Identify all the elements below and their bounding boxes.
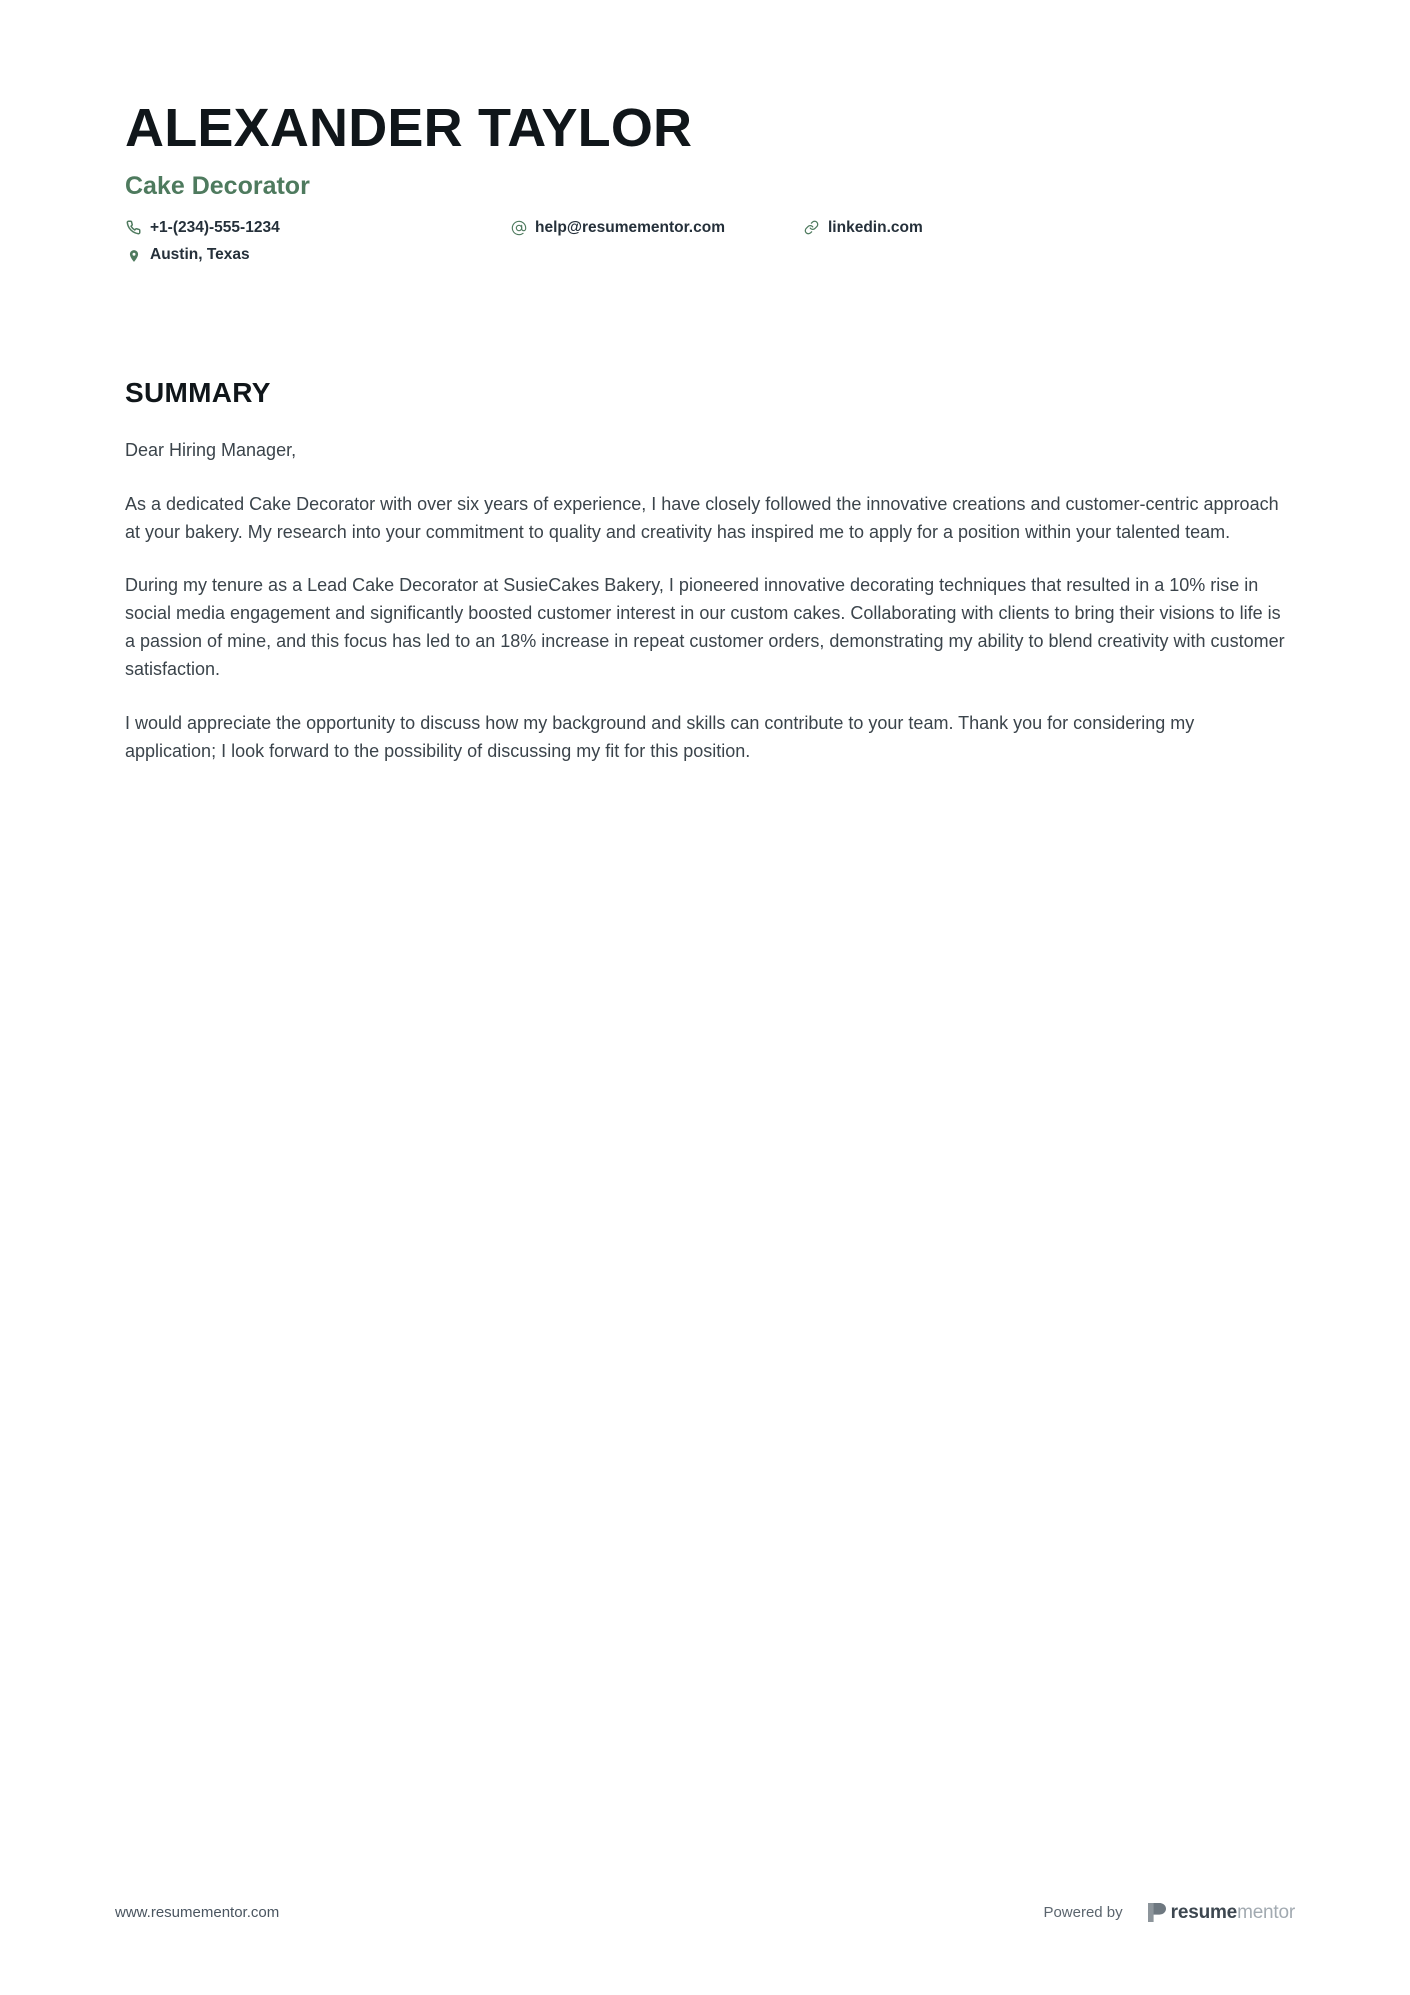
- letter-paragraph: During my tenure as a Lead Cake Decorator at SusieCakes Bakery, I pioneered innovative decorating techniques that resulted in a 10% rise in social media engagement and significantly boosted customer interest in our custom cakes. Collaborating with clients to bring their visions to life is a passion of mine, and this focus has led to an 18% increase in repeat customer orders, demonstrating my ability to blend creativity with customer satisfaction.: [125, 575, 1285, 680]
- letter-paragraph: As a dedicated Cake Decorator with over six years of experience, I have closely followed the innovative creations and customer-centric approach at your bakery. My research into your commitment to quality and creativity has inspired me to apply for a position within your talented team.: [125, 493, 1279, 542]
- email-at-icon: [510, 219, 527, 236]
- contact-email[interactable]: [510, 219, 803, 238]
- contact-email-label: help@resumementor.com: [535, 218, 725, 236]
- contact-location-label: Austin, Texas: [150, 246, 250, 264]
- candidate-name: ALEXANDER TAYLOR: [125, 98, 693, 158]
- location-pin-icon: [125, 247, 142, 264]
- phone-icon: [125, 219, 142, 236]
- brand-name-bold: resume: [1170, 1902, 1238, 1923]
- letter-paragraph: I would appreciate the opportunity to discuss how my background and skills can contribute to your team. Thank you for considering my application; I look forward to the possibility of discussing my fit for this position.: [125, 713, 1195, 761]
- contact-location: [125, 246, 510, 265]
- contact-phone-label: +1-(234)-555-1234: [150, 218, 280, 236]
- footer-website-url[interactable]: www.resumementor.com: [115, 1903, 280, 1921]
- summary-section: [125, 378, 1285, 766]
- contact-phone[interactable]: [125, 219, 510, 238]
- resumementor-mark-icon: [1147, 1902, 1166, 1923]
- brand-name-light: mentor: [1237, 1902, 1295, 1923]
- page-footer: [115, 1902, 1295, 1923]
- contact-linkedin[interactable]: [803, 219, 923, 238]
- letter-salutation: Dear Hiring Manager,: [125, 439, 297, 460]
- contact-block: [125, 219, 1125, 265]
- summary-section-title: SUMMARY: [125, 377, 271, 408]
- contact-linkedin-label: linkedin.com: [828, 218, 923, 236]
- link-icon: [803, 219, 820, 236]
- powered-by-label: Powered by: [1043, 1903, 1123, 1921]
- contact-row-1: [125, 219, 1125, 238]
- contact-row-2: [125, 246, 1125, 265]
- resumementor-logo: [1147, 1902, 1295, 1923]
- footer-brand: [1043, 1902, 1295, 1923]
- candidate-job-title: Cake Decorator: [125, 171, 310, 200]
- document-header: [125, 100, 1285, 274]
